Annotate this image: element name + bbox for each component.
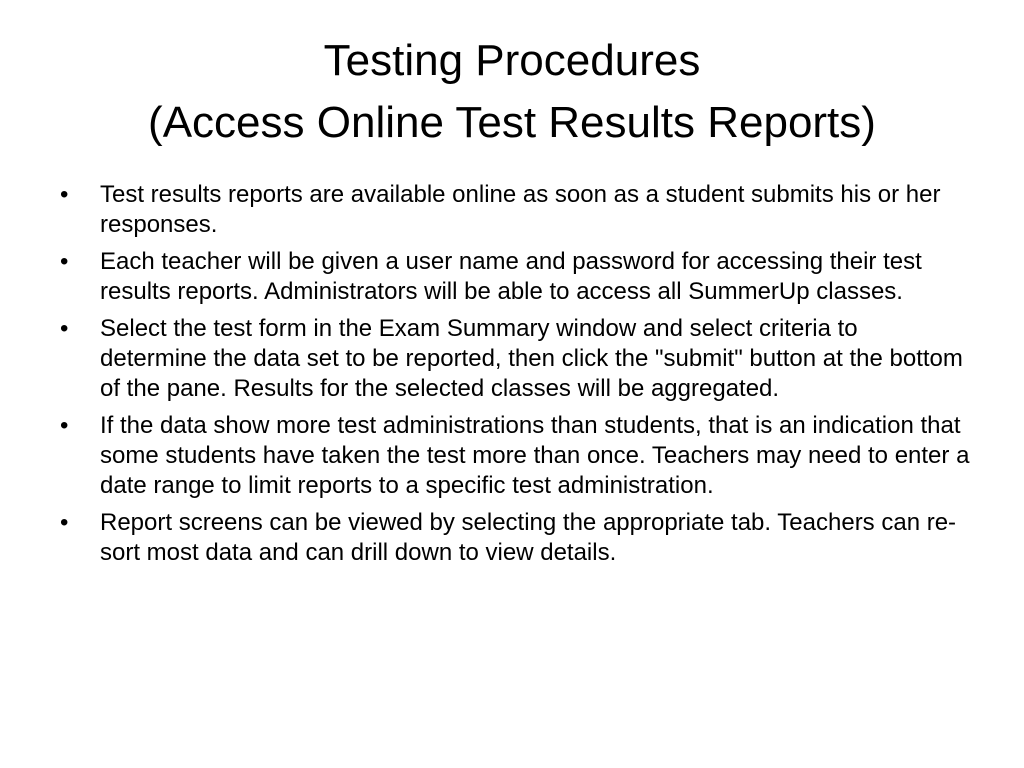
bullet-icon: •: [60, 248, 69, 275]
bullet-text: Select the test form in the Exam Summary window and select criteria to determine the data set to be reported, then click the "submit" button at the bottom of the pane. Results for the selected classes will be aggregated.: [100, 315, 963, 402]
bullet-text: If the data show more test administrations than students, that is an indication that some students have taken the test more than once. Teachers may need to enter a date range to limit reports to a specific test administration.: [100, 412, 970, 499]
bullet-item: [60, 180, 970, 240]
bullet-item: [60, 508, 970, 568]
bullet-text: Report screens can be viewed by selecting the appropriate tab. Teachers can re-sort most data and can drill down to view details.: [100, 509, 957, 566]
bullet-icon: •: [60, 315, 69, 342]
bullet-item: [60, 314, 970, 404]
bullet-item: [60, 247, 970, 307]
bullet-icon: •: [60, 412, 69, 439]
bullet-icon: •: [60, 509, 69, 536]
bullet-text: Test results reports are available online as soon as a student submits his or her responses.: [100, 181, 941, 238]
title-line-1: Testing Procedures: [323, 36, 701, 85]
bullet-list: [60, 180, 970, 575]
title-line-2: (Access Online Test Results Reports): [148, 98, 876, 147]
slide-title: [40, 30, 984, 154]
bullet-icon: •: [60, 181, 69, 208]
bullet-text: Each teacher will be given a user name and password for accessing their test results reports. Administrators will be able to access all SummerUp classes.: [100, 248, 922, 305]
bullet-item: [60, 411, 970, 501]
